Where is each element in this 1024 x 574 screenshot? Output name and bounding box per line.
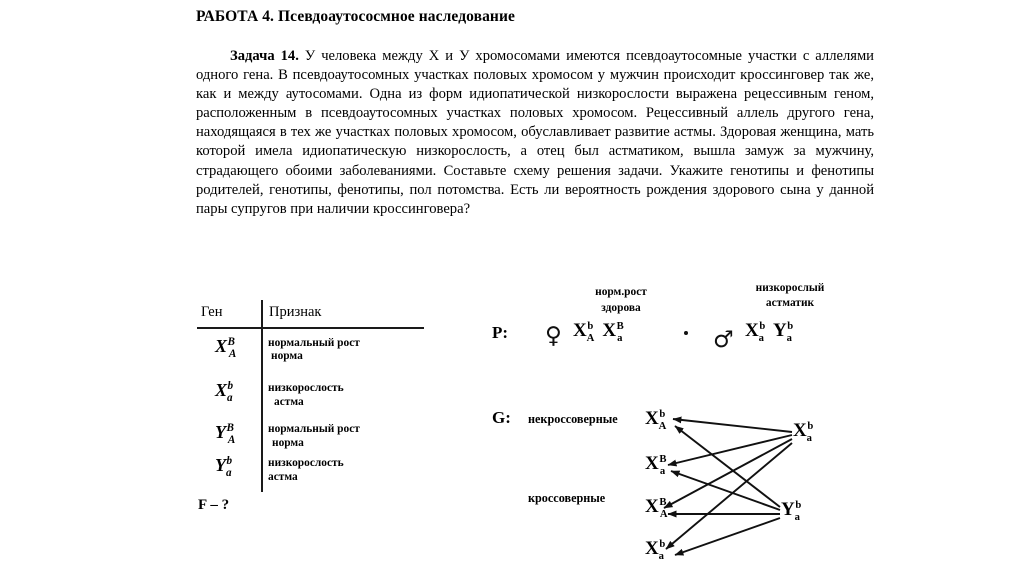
father-genotype (745, 320, 792, 342)
table-row (215, 422, 236, 446)
allele-base: Y (781, 499, 795, 520)
father-phenotype-line2: астматик (765, 297, 815, 309)
allele-base: X (215, 336, 228, 356)
maternal-gamete (645, 408, 666, 430)
noncrossover-label: некроссоверные (528, 412, 618, 426)
allele-subscript: a (806, 432, 812, 444)
trait-text: астма (274, 396, 304, 408)
allele-superscript: B (226, 422, 234, 434)
task-paragraph (196, 47, 874, 219)
allele-subscript: a (659, 465, 666, 477)
maternal-gamete (645, 496, 668, 518)
parents-label: P: (492, 323, 509, 342)
crossover-label: кроссоверные (528, 491, 606, 505)
allele-superscript: B (659, 496, 667, 508)
mother-phenotype-line2: здорова (601, 302, 641, 314)
allele-superscript: B (659, 453, 667, 465)
table-row (215, 336, 237, 360)
f-generation-question: F – ? (198, 497, 230, 513)
allele-base: Y (215, 422, 226, 442)
trait-text: низкорослость (268, 457, 344, 469)
allele-superscript: b (795, 499, 802, 511)
trait-text: астма (268, 471, 298, 483)
page-title: РАБОТА 4. Псевдоаутососмное наследование (196, 8, 515, 25)
table-header-rule (197, 327, 424, 329)
allele-base: X (793, 420, 807, 441)
trait-text: нормальный рост (268, 337, 360, 349)
allele-superscript: b (226, 455, 233, 467)
allele-subscript: a (226, 391, 233, 404)
table-header-gene: Ген (201, 304, 223, 320)
allele-superscript: B (227, 336, 235, 348)
allele-subscript: A (586, 332, 595, 344)
allele-subscript: A (227, 433, 236, 446)
allele-subscript: a (617, 332, 623, 344)
trait-text: норма (272, 437, 304, 449)
allele-base: Y (215, 455, 226, 475)
table-column-divider (261, 300, 263, 492)
allele-base: X (645, 538, 659, 559)
table-row (215, 380, 234, 404)
trait-text: нормальный рост (268, 423, 360, 435)
task-body-text: У человека между Х и У хромосомами имеются псевдоаутосомные участки с аллелями одного гена. В псевдоаутосомных участках половых хромосом у мужчин происходит кроссинговер так же, как и между аутосомами. Одна из форм идиопатической низкорослости выражена рецессивным геном, расположенным в псевдоаутосомных участках половых хромосом. Рецессивный аллель другого гена, находящаяся в тех же участках половых хромосом, обуславливает развитие астмы. Здоровая женщина, мать которой имела идиопатическую низкорослость, а отец был астматиком, вышла замуж за мужчину, страдающего обоими заболеваниями. Составьте схему решения задачи. Укажите генотипы и фенотипы родителей, генотипы, фенотипы, пол потомства. Есть ли вероятность рождения здорового сына у данной пары супругов при наличии кроссинговера? (196, 48, 874, 217)
female-symbol-icon: ♀ (545, 323, 562, 349)
allele-base: Y (772, 320, 787, 341)
cross-symbol (684, 331, 688, 335)
allele-subscript: A (659, 508, 668, 520)
allele-base: X (645, 408, 659, 429)
paternal-gamete (781, 499, 800, 521)
allele-base: X (215, 380, 228, 400)
allele-subscript: a (758, 332, 764, 344)
allele-base: X (645, 453, 659, 474)
allele-superscript: b (227, 380, 234, 392)
mother-phenotype-line1: норм.рост (595, 286, 647, 298)
allele-subscript: A (228, 347, 237, 360)
allele-subscript: a (658, 550, 664, 562)
allele-subscript: a (794, 511, 800, 523)
male-symbol-icon: ♂ (713, 327, 734, 353)
cross-scheme (470, 275, 1024, 574)
allele-superscript: b (587, 320, 594, 332)
allele-superscript: b (787, 320, 794, 332)
allele-subscript: A (658, 420, 667, 432)
gene-trait-table (197, 300, 427, 510)
maternal-gamete (645, 538, 664, 560)
allele-superscript: b (807, 420, 814, 432)
allele-base: X (602, 320, 617, 341)
allele-base: X (573, 320, 587, 341)
trait-text: низкорослость (268, 382, 344, 394)
paternal-gamete (793, 420, 812, 442)
maternal-gamete (645, 453, 665, 475)
allele-base: X (645, 496, 659, 517)
allele-subscript: a (225, 466, 232, 479)
allele-superscript: B (616, 320, 624, 332)
task-number-label: Задача 14. (230, 48, 299, 64)
father-phenotype-line1: низкорослый (755, 282, 825, 294)
gametes-label: G: (492, 408, 511, 427)
table-row (215, 455, 233, 479)
allele-superscript: b (659, 408, 666, 420)
allele-superscript: b (659, 538, 666, 550)
allele-base: X (745, 320, 759, 341)
trait-text: норма (271, 350, 303, 362)
table-header-trait: Признак (269, 304, 322, 320)
allele-superscript: b (759, 320, 766, 332)
mother-genotype (573, 320, 622, 342)
allele-subscript: a (786, 332, 792, 344)
